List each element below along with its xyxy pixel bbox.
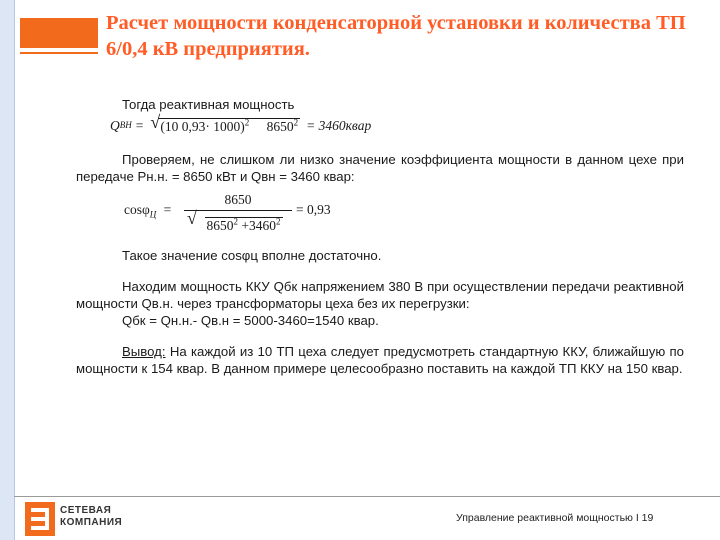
paragraph-3: Такое значение cosφц вполне достаточно. <box>122 248 382 263</box>
formula1-result: = 3460квар <box>306 117 372 133</box>
paragraph-2: Проверяем, не слишком ли низко значение коэффициента мощности в данном цехе при передаче Рн.н. = 8650 кВт и Qвн = 3460 квар: <box>76 152 684 184</box>
formula2-lhs <box>124 201 171 224</box>
formula2-cos: cosφ <box>124 202 150 217</box>
formula2-den-b-sq: 2 <box>276 216 281 226</box>
conclusion-label: Вывод: <box>122 344 166 359</box>
formula2-fraction <box>184 191 292 234</box>
sqrt-sign-icon: √ <box>187 208 197 228</box>
formula-power-factor <box>124 191 684 237</box>
paragraph-6 <box>76 343 684 377</box>
slide-title: Расчет мощности конденсаторной установки и количества ТП 6/0,4 кВ предприятия. <box>106 12 686 60</box>
company-logo-icon <box>25 502 55 536</box>
formula1-sq2: 2 <box>293 117 299 128</box>
formula2-cos-sub: Ц <box>149 209 157 220</box>
formula2-eq: = <box>163 202 172 217</box>
formula2-den-a: 8650 <box>206 217 234 233</box>
footer-divider <box>14 496 720 497</box>
company-logo-text <box>60 505 122 529</box>
title-accent-block <box>20 18 98 48</box>
title-accent-line <box>20 52 98 54</box>
formula1-sqrt <box>150 111 300 136</box>
paragraph-4: Находим мощность ККУ Qбк напряжением 380 В при осуществлении передачи реактивной мощности Qв.н. через трансформаторы цеха без их перегрузки: <box>76 279 684 311</box>
formula1-lhs-sub: ВН <box>119 119 132 130</box>
formula-reactive-power <box>110 113 684 137</box>
formula2-result: = 0,93 <box>296 202 331 217</box>
paragraph-5: Qбк = Qн.н.- Qв.н = 5000-3460=1540 квар. <box>122 313 379 328</box>
formula2-numerator: 8650 <box>184 191 292 211</box>
footer-caption: Управление реактивной мощностью I 19 <box>456 512 654 524</box>
formula1-radicand: (10 0,93· 1000) <box>160 119 245 135</box>
slide-content <box>76 96 684 377</box>
formula2-den-a-sq: 2 <box>233 216 238 226</box>
formula2-den-plus: +3460 <box>241 217 276 233</box>
logo-line-1: СЕТЕВАЯ <box>60 505 112 516</box>
conclusion-text: На каждой из 10 ТП цеха следует предусмотреть стандартную ККУ, ближайшую по мощности к 154 квар. В данном примере целесообразно поставить на каждой ТП ККУ на 150 квар. <box>76 344 684 376</box>
formula1-eq: = <box>135 117 144 133</box>
formula1-lhs: Q <box>110 117 120 133</box>
formula2-denominator <box>187 208 292 234</box>
sqrt-sign-icon: √ <box>150 111 161 132</box>
left-decorative-bar <box>0 0 15 540</box>
formula1-sq: 2 <box>244 117 250 128</box>
paragraph-1: Тогда реактивная мощность <box>122 97 295 112</box>
formula1-minus: 8650 <box>266 119 294 135</box>
logo-line-2: КОМПАНИЯ <box>60 517 123 528</box>
